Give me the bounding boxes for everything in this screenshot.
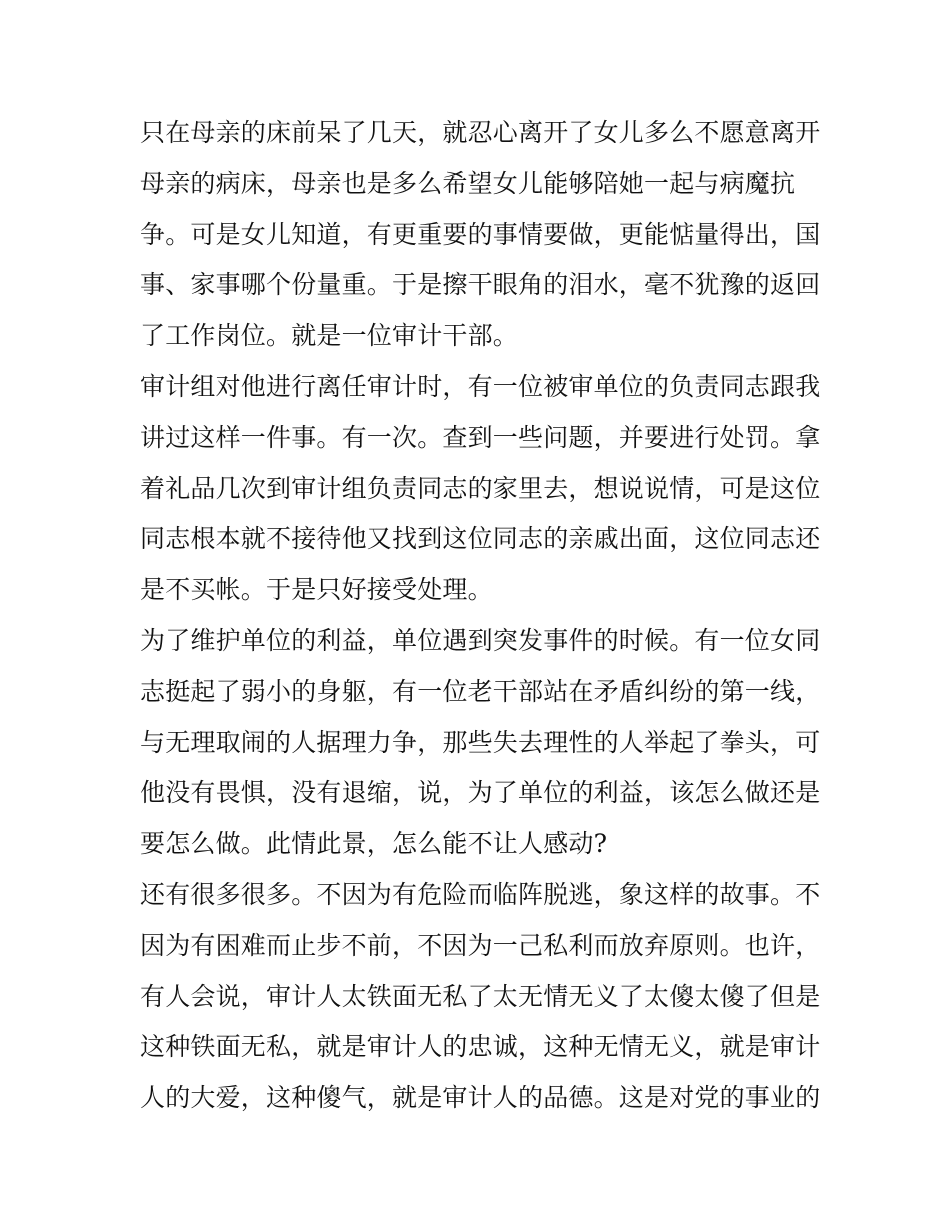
text-line: 还有很多很多。不因为有危险而临阵脱逃，象这样的故事。不	[140, 879, 821, 909]
text-line: 讲过这样一件事。有一次。查到一些问题，并要进行处罚。拿	[140, 422, 821, 452]
text-line: 审计组对他进行离任审计时，有一位被审单位的负责同志跟我	[140, 371, 821, 401]
text-line: 要怎么做。此情此景，怎么能不让人感动?	[140, 829, 608, 859]
text-line: 了工作岗位。就是一位审计干部。	[140, 321, 519, 351]
text-line: 这种铁面无私，就是审计人的忠诚，这种无情无义，就是审计	[140, 1032, 821, 1062]
text-line: 同志根本就不接待他又找到这位同志的亲戚出面，这位同志还	[140, 524, 821, 554]
text-line: 因为有困难而止步不前，不因为一己私利而放弃原则。也许，	[140, 930, 821, 960]
text-line: 母亲的病床，母亲也是多么希望女儿能够陪她一起与病魔抗	[140, 168, 796, 198]
text-line: 是不买帐。于是只好接受处理。	[140, 575, 493, 605]
text-line: 志挺起了弱小的身躯，有一位老干部站在矛盾纠纷的第一线，	[140, 676, 821, 706]
text-line: 人的大爱，这种傻气，就是审计人的品德。这是对党的事业的	[140, 1083, 821, 1113]
text-line: 与无理取闹的人据理力争，那些失去理性的人举起了拳头，可	[140, 727, 821, 757]
text-line: 有人会说，审计人太铁面无私了太无情无义了太傻太傻了但是	[140, 981, 821, 1011]
text-line: 着礼品几次到审计组负责同志的家里去，想说说情，可是这位	[140, 473, 821, 503]
text-line: 为了维护单位的利益，单位遇到突发事件的时候。有一位女同	[140, 625, 821, 655]
text-line: 争。可是女儿知道，有更重要的事情要做，更能惦量得出，国	[140, 219, 821, 249]
text-line: 只在母亲的床前呆了几天，就忍心离开了女儿多么不愿意离开	[140, 118, 821, 147]
body-text	[140, 108, 820, 1124]
text-line: 事、家事哪个份量重。于是擦干眼角的泪水，毫不犹豫的返回	[140, 270, 821, 300]
text-line: 他没有畏惧，没有退缩，说，为了单位的利益，该怎么做还是	[140, 778, 821, 808]
